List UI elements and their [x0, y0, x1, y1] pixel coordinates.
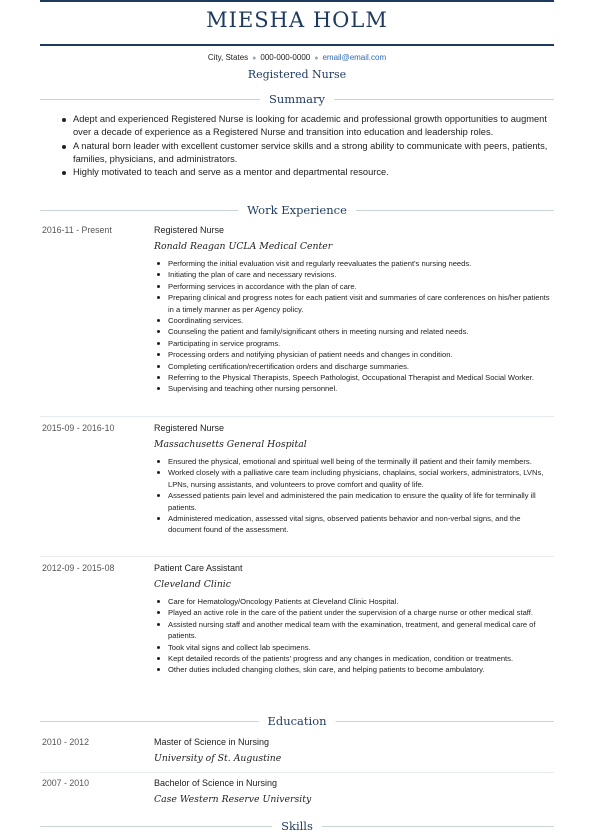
entry-dates: 2007 - 2010 — [42, 778, 89, 788]
phone: 000-000-0000 — [260, 53, 311, 62]
education-entry — [42, 737, 554, 771]
name-rule — [40, 44, 554, 46]
entry-divider — [40, 772, 554, 773]
summary-item: A natural born leader with excellent customer service skills and a strong ability to communicate with peers, patients, families, physicians, and administrators. — [58, 140, 554, 167]
entry-role: Registered Nurse — [154, 225, 225, 235]
entry-dates: 2012-09 - 2015-08 — [42, 563, 115, 573]
bullet-item: Worked closely with a palliative care team including physicians, chaplains, social workers, administrators, LVNs, LPNs, nursing assistants, and volunteers to prove comfort and quality of life. — [154, 467, 554, 490]
experience-entry — [42, 423, 554, 555]
email-link[interactable]: email@email.com — [322, 53, 387, 62]
entry-organization: Massachusetts General Hospital — [154, 439, 307, 450]
section-title: Work Experience — [238, 203, 356, 217]
separator-dot: ● — [314, 55, 319, 62]
entry-divider — [40, 556, 554, 557]
bullet-item: Care for Hematology/Oncology Patients at Cleveland Clinic Hospital. — [154, 596, 554, 607]
bullet-item: Participating in service programs. — [154, 338, 554, 349]
experience-entry — [42, 225, 554, 415]
bullet-item: Processing orders and notifying physician of patient needs and changes in condition. — [154, 349, 554, 360]
top-rule — [40, 0, 554, 2]
bullet-item: Supervising and teaching other nursing personnel. — [154, 383, 554, 394]
bullet-item: Initiating the plan of care and necessary revisions. — [154, 269, 554, 280]
entry-degree: Master of Science in Nursing — [154, 737, 270, 747]
bullet-item: Performing services in accordance with the plan of care. — [154, 281, 554, 292]
section-title: Education — [258, 714, 335, 728]
summary-list — [58, 113, 554, 179]
entry-role: Registered Nurse — [154, 423, 225, 433]
experience-heading — [40, 203, 554, 217]
section-title: Skills — [272, 819, 322, 833]
bullet-item: Ensured the physical, emotional and spiritual well being of the terminally ill patient and their family members. — [154, 456, 554, 467]
summary-item: Adept and experienced Registered Nurse is looking for academic and professional growth opportunities to augment over a decade of experience as a Registered Nurse and transition into education and leadership roles. — [58, 113, 554, 140]
location: City, States — [207, 53, 249, 62]
summary-heading — [40, 92, 554, 106]
bullet-item: Played an active role in the care of the patient under the supervision of a charge nurse or other medical staff. — [154, 607, 554, 618]
bullet-item: Completing certification/recertification orders and discharge summaries. — [154, 361, 554, 372]
bullet-item: Other duties included changing clothes, skin care, and helping patients to become ambulatory. — [154, 664, 554, 675]
summary-item: Highly motivated to teach and serve as a mentor and departmental resource. — [58, 166, 554, 179]
bullet-item: Performing the initial evaluation visit and regularly reevaluates the patient's nursing needs. — [154, 258, 554, 269]
bullet-item: Coordinating services. — [154, 315, 554, 326]
bullet-item: Counseling the patient and family/significant others in meeting nursing and related needs. — [154, 326, 554, 337]
bullet-item: Administered medication, assessed vital signs, observed patients behavior and non-verbal signs, and the document found of the assessment. — [154, 513, 554, 536]
entry-organization: Cleveland Clinic — [154, 579, 231, 590]
candidate-name: MIESHA HOLM — [206, 8, 388, 32]
education-entry — [42, 778, 554, 812]
entry-school: University of St. Augustine — [154, 753, 282, 764]
entry-dates: 2010 - 2012 — [42, 737, 89, 747]
job-title: Registered Nurse — [247, 68, 347, 81]
bullet-item: Assessed patients pain level and administered the pain medication to ensure the quality of life for terminally ill patients. — [154, 490, 554, 513]
separator-dot: ● — [252, 55, 257, 62]
bullet-item: Took vital signs and collect lab specimens. — [154, 642, 554, 653]
bullet-item: Referring to the Physical Therapists, Speech Pathologist, Occupational Therapist and Medical Social Worker. — [154, 372, 554, 383]
section-title: Summary — [260, 92, 334, 106]
entry-dates: 2016-11 - Present — [42, 225, 112, 235]
entry-bullets — [154, 596, 554, 676]
bullet-item: Assisted nursing staff and another medical team with the examination, treatment, and general medical care of patients. — [154, 619, 554, 642]
entry-bullets — [154, 258, 554, 395]
entry-role: Patient Care Assistant — [154, 563, 243, 573]
entry-dates: 2015-09 - 2016-10 — [42, 423, 115, 433]
entry-school: Case Western Reserve University — [154, 794, 312, 805]
bullet-item: Kept detailed records of the patients' progress and any changes in medication, condition or treatments. — [154, 653, 554, 664]
entry-bullets — [154, 456, 554, 536]
entry-organization: Ronald Reagan UCLA Medical Center — [154, 241, 333, 252]
entry-degree: Bachelor of Science in Nursing — [154, 778, 278, 788]
bullet-item: Preparing clinical and progress notes for each patient visit and summaries of care conferences on his/her patients in a timely manner as per Agency policy. — [154, 292, 554, 315]
education-heading — [40, 714, 554, 728]
entry-divider — [40, 416, 554, 417]
contact-line — [0, 53, 594, 62]
skills-heading — [40, 819, 554, 833]
experience-entry — [42, 563, 554, 708]
